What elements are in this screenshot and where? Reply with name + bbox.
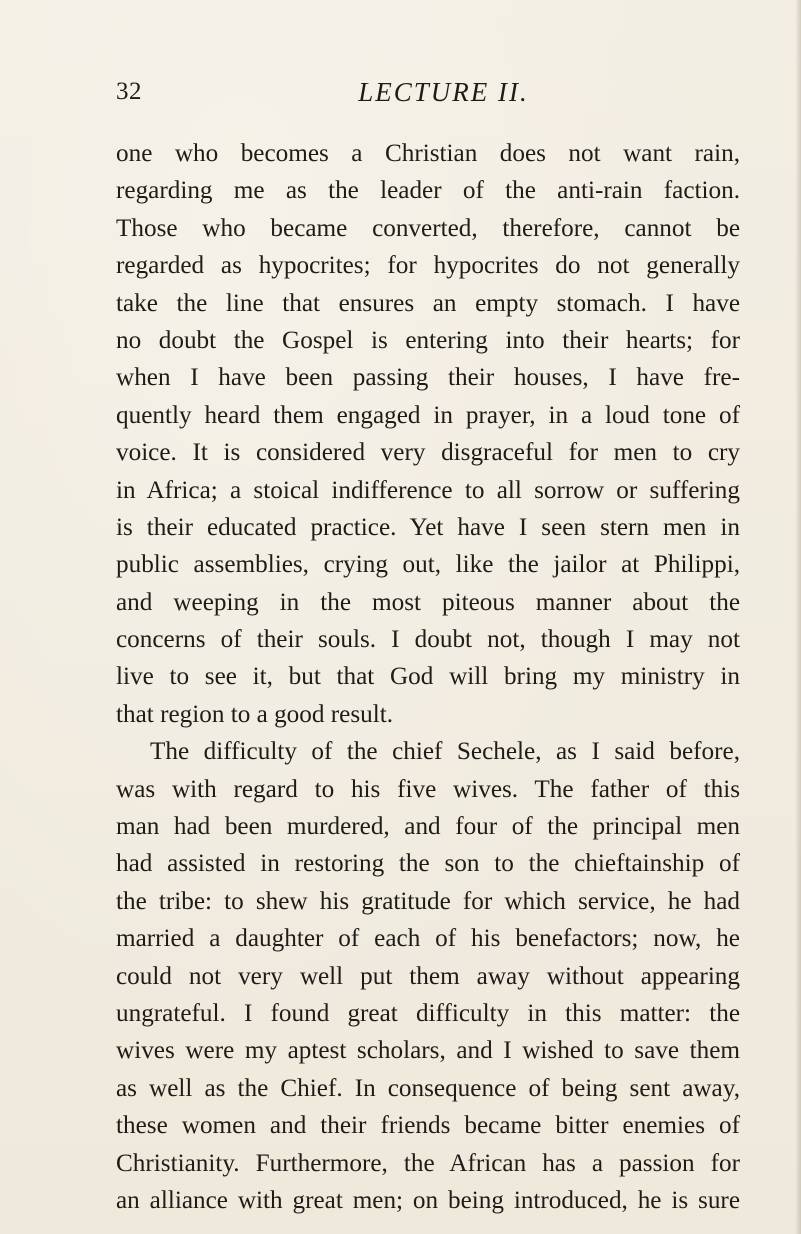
text-line: married a daughter of each of his benefactors; now, he <box>116 925 740 953</box>
text-line: is their educated practice. Yet have I seen stern men in <box>116 513 740 541</box>
text-line: as well as the Chief. In consequence of being sent away, <box>116 1074 740 1102</box>
page-edge-shadow <box>795 0 801 1234</box>
text-line: no doubt the Gospel is entering into their hearts; for <box>116 326 740 354</box>
text-line: and weeping in the most piteous manner about the <box>116 588 740 616</box>
text-line: that region to a good result. <box>116 700 394 728</box>
text-line: in Africa; a stoical indifference to all sorrow or suffering <box>116 476 740 504</box>
page-number: 32 <box>116 78 142 105</box>
running-head <box>116 76 741 108</box>
text-line: public assemblies, crying out, like the jailor at Philippi, <box>116 551 740 579</box>
text-line: one who becomes a Christian does not want rain, <box>116 140 740 167</box>
text-line: when I have been passing their houses, I have fre- <box>116 364 740 392</box>
text-line: quently heard them engaged in prayer, in a loud tone of <box>116 401 740 429</box>
text-line: live to see it, but that God will bring my ministry in <box>116 663 740 691</box>
text-line: could not very well put them away without appearing <box>116 962 740 990</box>
text-line: man had been murdered, and four of the principal men <box>116 813 740 841</box>
section-title: LECTURE II. <box>358 77 529 107</box>
text-line: was with regard to his five wives. The father of this <box>116 775 740 803</box>
text-line: an alliance with great men; on being introduced, he is sure <box>116 1186 740 1214</box>
text-line: Those who became converted, therefore, cannot be <box>116 214 740 242</box>
text-line: take the line that ensures an empty stomach. I have <box>116 289 740 317</box>
text-line: these women and their friends became bitter enemies of <box>116 1112 740 1140</box>
text-line: ungrateful. I found great difficulty in this matter: the <box>116 999 740 1027</box>
text-line: wives were my aptest scholars, and I wished to save them <box>116 1037 740 1065</box>
text-line: Christianity. Furthermore, the African has a passion for <box>116 1149 740 1177</box>
text-line: voice. It is considered very disgraceful for men to cry <box>116 439 740 467</box>
text-line: had assisted in restoring the son to the chieftainship of <box>116 850 740 878</box>
text-line: the tribe: to shew his gratitude for which service, he had <box>116 887 740 915</box>
text-line: concerns of their souls. I doubt not, though I may not <box>116 626 740 654</box>
text-line: regarding me as the leader of the anti-rain faction. <box>116 177 740 205</box>
text-line: regarded as hypocrites; for hypocrites do not generally <box>116 252 740 280</box>
body-text <box>116 135 740 1219</box>
text-line: The difficulty of the chief Sechele, as I said before, <box>150 738 740 766</box>
